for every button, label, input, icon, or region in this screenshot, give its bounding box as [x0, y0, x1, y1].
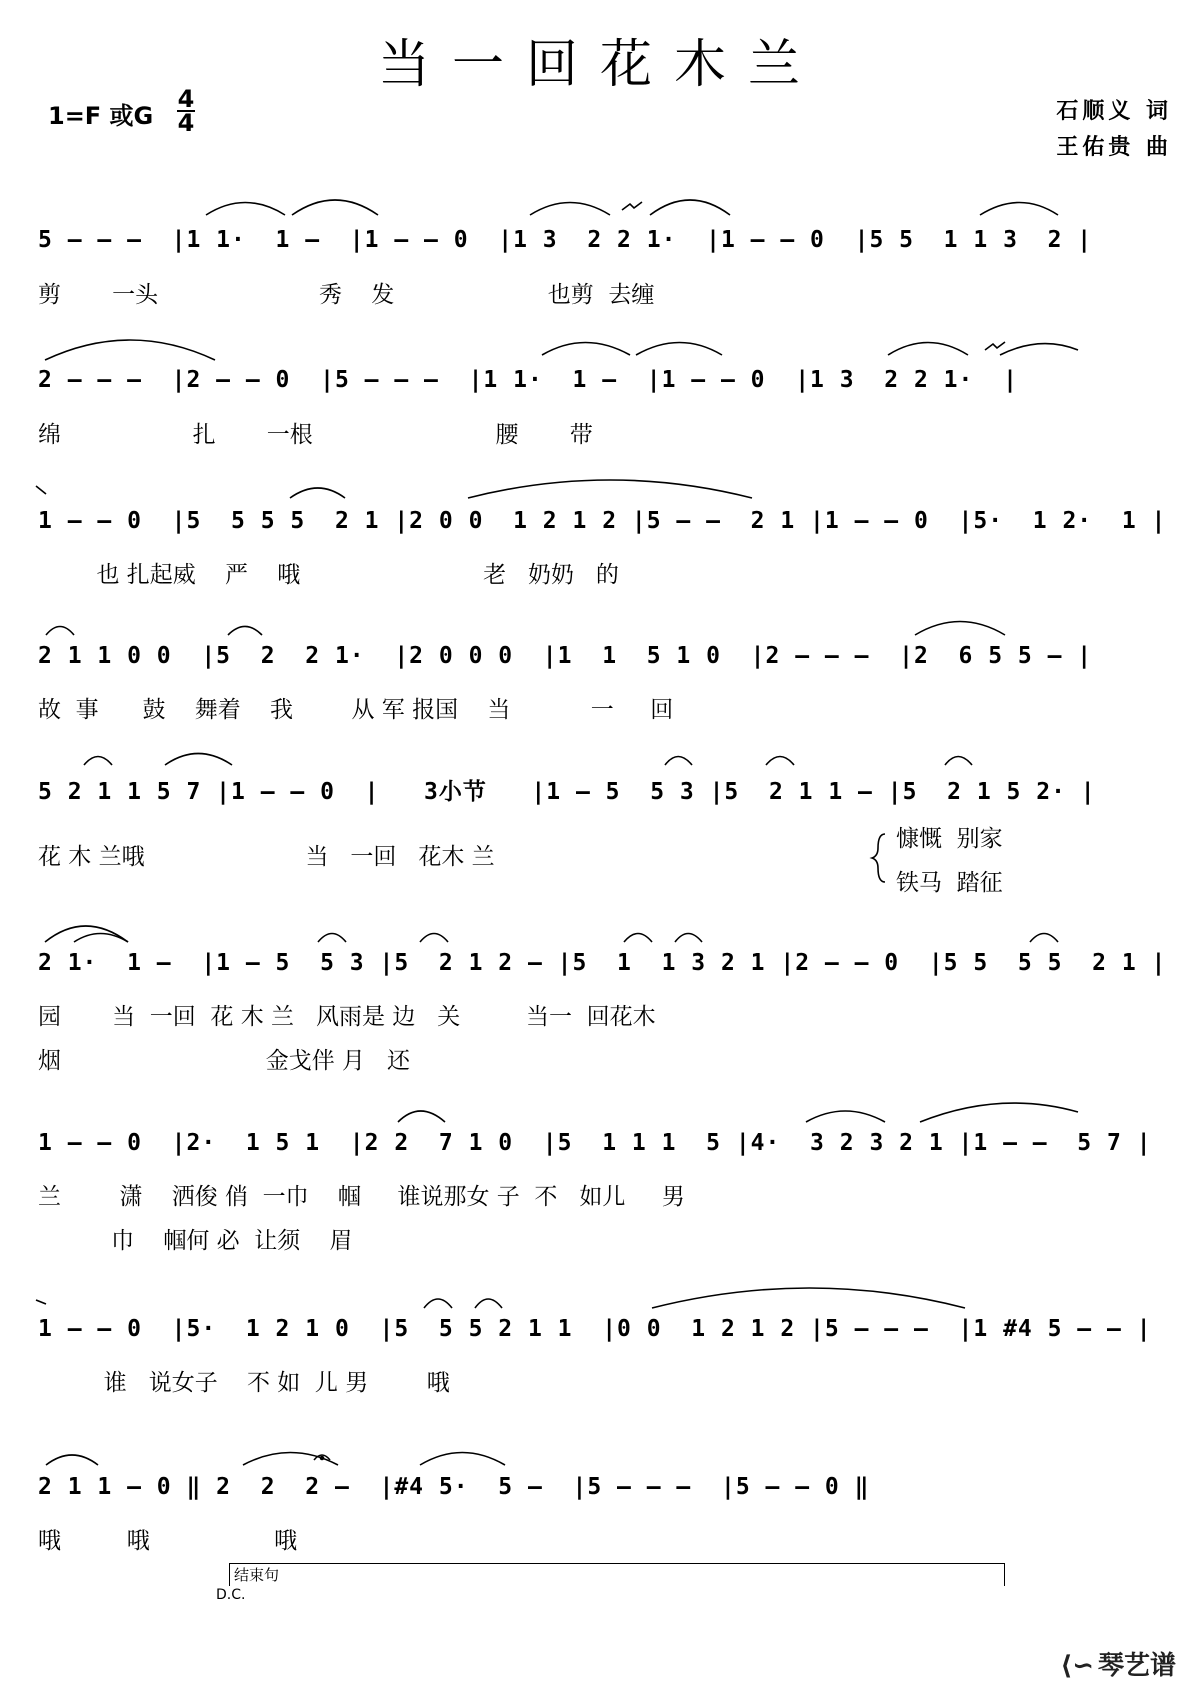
slur — [675, 934, 702, 943]
slur — [46, 627, 74, 636]
song-title: 当一回花木兰 — [377, 35, 822, 95]
slur — [290, 488, 345, 498]
slur — [530, 203, 610, 216]
slur — [915, 622, 1005, 636]
notes-row-3: 1 – – 0 |5 5 5 5 2 1 |2 0 0 1 2 1 2 |5 – – 2 1 |1 – – 0 |5· 1 2· 1 | — [38, 508, 1167, 534]
time-signature-bottom: 4 — [177, 109, 195, 137]
slur — [636, 343, 722, 356]
slur — [165, 754, 232, 766]
lyrics-row-4: 故 事 鼓 舞着 我 从 军 报国 当 一 回 — [38, 697, 674, 723]
composer-credit: 王佑贵 曲 — [1056, 134, 1172, 160]
slur — [945, 757, 972, 766]
slur — [420, 934, 448, 943]
slur — [398, 1111, 445, 1122]
lyricist-credit: 石顺义 词 — [1056, 98, 1172, 124]
notes-row-5: 5 2 1 1 5 7 |1 – – 0 | 3小节 |1 – 5 5 3 |5 2 1 1 – |5 2 1 5 2· | — [38, 779, 1096, 805]
lyrics-row-6: 园 当 一回 花 木 兰 风雨是 边 关 当一 回花木 — [38, 1004, 656, 1030]
lyrics-row-9: 哦 哦 哦 — [38, 1528, 298, 1554]
slur — [206, 203, 285, 216]
slur — [468, 480, 752, 498]
watermark-text: 琴艺谱 — [1097, 1651, 1176, 1681]
notes-row-9: 2 1 1 – 0 ‖ 2 2 2 – |#4 5· 5 – |5 – – – |5 – – 0 ‖ — [38, 1474, 870, 1500]
glissando-icon — [36, 1300, 46, 1304]
slur — [1030, 934, 1058, 943]
fermata-dot — [321, 1457, 324, 1460]
slur — [292, 200, 378, 215]
lyrics-row-7: 兰 潇 洒俊 俏 一巾 帼 谁说那女 子 不 如儿 男 — [38, 1184, 685, 1210]
notes-row-7: 1 – – 0 |2· 1 5 1 |2 2 7 1 0 |5 1 1 1 5 |4· 3 2 3 2 1 |1 – – 5 7 | — [38, 1130, 1152, 1156]
slur — [45, 340, 215, 360]
notes-row-8: 1 – – 0 |5· 1 2 1 0 |5 5 5 2 1 1 |0 0 1 2 1 2 |5 – – – |1 #4 5 – – | — [38, 1316, 1152, 1342]
lyrics-row-5: 花 木 兰哦 当 一回 花木 兰 — [38, 844, 495, 870]
slur — [652, 1288, 965, 1308]
slur — [665, 757, 692, 766]
lyrics-row-6-verse-2: 烟 金戈伴 月 还 — [38, 1048, 410, 1074]
bracket-lyric-line-1: 慷慨 别家 — [896, 826, 1003, 852]
lyrics-row-1: 剪 一头 秀 发 也剪 去缠 — [38, 282, 655, 308]
slur — [806, 1111, 885, 1122]
slur — [475, 1299, 502, 1308]
notes-row-6: 2 1· 1 – |1 – 5 5 3 |5 2 1 2 – |5 1 1 3 2 1 |2 – – 0 |5 5 5 5 2 1 | — [38, 950, 1167, 976]
slur — [46, 1455, 98, 1465]
ornament-icon — [622, 202, 642, 210]
key-signature: 1=F 或G — [48, 102, 154, 130]
slur — [888, 343, 968, 356]
notes-row-1: 5 – – – |1 1· 1 – |1 – – 0 |1 3 2 2 1· |1 – – 0 |5 5 1 1 3 2 | — [38, 227, 1093, 253]
slur — [74, 934, 128, 943]
slur — [420, 1453, 505, 1466]
bracket-lyric-line-2: 铁马 踏征 — [896, 870, 1003, 896]
notes-row-2: 2 – – – |2 – – 0 |5 – – – |1 1· 1 – |1 – – 0 |1 3 2 2 1· | — [38, 367, 1018, 393]
glissando-icon — [36, 486, 46, 494]
time-signature-top: 4 — [177, 85, 195, 113]
slur — [45, 926, 128, 942]
lyrics-row-2: 绵 扎 一根 腰 带 — [38, 422, 593, 448]
slur — [424, 1299, 452, 1308]
brace — [872, 834, 885, 882]
slur — [650, 200, 730, 215]
ornament-icon — [985, 342, 1005, 350]
slur — [920, 1103, 1078, 1122]
notes-row-4: 2 1 1 0 0 |5 2 2 1· |2 0 0 0 |1 1 5 1 0 |2 – – – |2 6 5 5 – | — [38, 643, 1093, 669]
slur — [980, 203, 1058, 216]
dc-marking: D.C. — [216, 1587, 246, 1603]
ending-label: 结束句 — [234, 1566, 280, 1584]
slur — [84, 757, 112, 766]
lyrics-row-8: 谁 说女子 不 如 儿 男 哦 — [38, 1370, 450, 1396]
slur — [766, 757, 794, 766]
lyrics-row-7-verse-2: 巾 帼何 必 让须 眉 — [38, 1228, 353, 1254]
slur — [228, 627, 262, 636]
logo-icon: ⟨∽ — [1060, 1651, 1094, 1681]
slur — [1000, 344, 1078, 355]
slur — [542, 343, 630, 356]
slur — [318, 934, 346, 943]
slur — [624, 934, 652, 943]
lyrics-row-3: 也 扎起威 严 哦 老 奶奶 的 — [38, 562, 619, 588]
